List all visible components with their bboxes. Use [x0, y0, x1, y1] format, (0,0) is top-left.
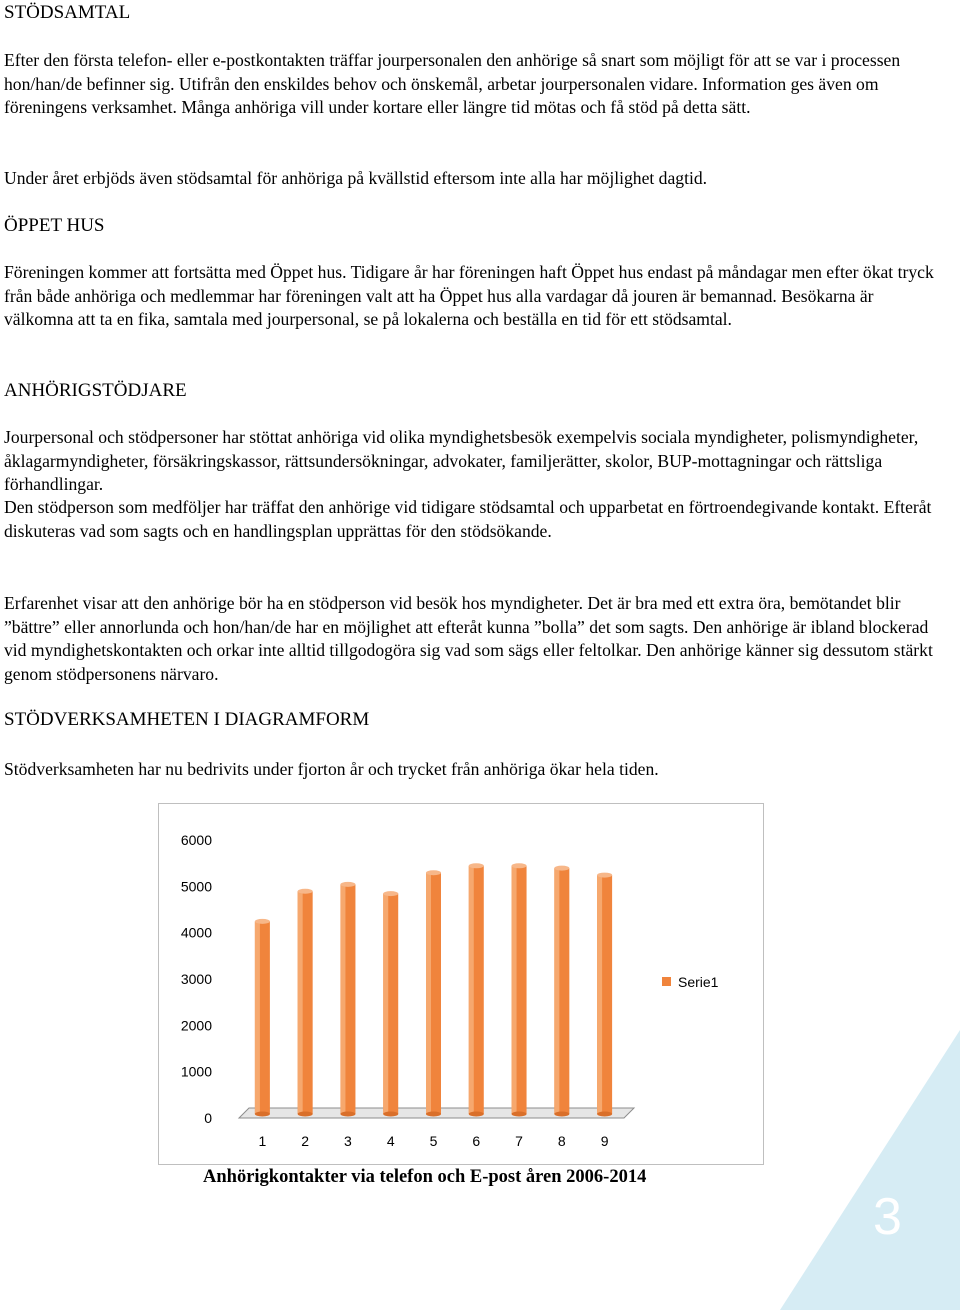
- paragraph-anhorigstodjare-2: Den stödperson som medföljer har träffat den anhörige vid tidigare stödsamtal och upparbetat en förtroendegivande kontakt. Efteråt diskuteras vad som sagts och en handlingsplan upprättas för den stödsökande.: [4, 497, 932, 541]
- y-tick-label: 2000: [180, 1017, 212, 1034]
- x-tick-label: 5: [429, 1133, 438, 1149]
- y-tick-label: 1000: [180, 1063, 212, 1080]
- bar: [426, 870, 441, 1116]
- x-axis-ticks: [258, 1133, 608, 1149]
- bar-top: [597, 873, 612, 878]
- y-tick-label: 5000: [180, 878, 212, 895]
- bar: [298, 889, 313, 1117]
- bar-highlight: [597, 875, 602, 1114]
- corner-decoration: [780, 1030, 960, 1310]
- bar-highlight: [512, 866, 517, 1114]
- bar: [469, 863, 484, 1116]
- heading-diagram: STÖDVERKSAMHETEN I DIAGRAMFORM: [4, 709, 370, 730]
- x-tick-label: 1: [258, 1133, 267, 1149]
- x-tick-label: 3: [344, 1133, 352, 1149]
- bar-highlight: [469, 866, 474, 1114]
- bar-highlight: [554, 868, 559, 1114]
- y-tick-label: 0: [204, 1110, 212, 1126]
- bar-highlight: [383, 894, 388, 1114]
- paragraph-anhorigstodjare-1: Jourpersonal och stödpersoner har stöttat anhöriga vid olika myndighetsbesök exempelvis sociala myndigheter, polismyndigheter, åklagarmyndigheter, försäkringskassor, rättsundersökningar, advokater, familjerätter, skolor, BUP-mottagningar och rättsliga förhandlingar.: [4, 427, 919, 495]
- bar-top: [469, 863, 484, 868]
- x-tick-label: 9: [600, 1133, 609, 1149]
- x-tick-label: 2: [301, 1133, 310, 1149]
- bar-base: [340, 1112, 355, 1117]
- bar-top: [255, 919, 270, 924]
- heading-oppet-hus: ÖPPET HUS: [4, 215, 105, 236]
- bar: [255, 919, 270, 1117]
- paragraph-stodsamtal-1: Efter den första telefon- eller e-postkontakten träffar jourpersonalen den anhörige så snart som möjligt för att se var i processen hon/han/de befinner sig. Utifrån den enskildes behov och önskemål, arbetar jourpersonalen vidare. Information ges även om föreningens verksamhet. Många anhöriga vill under kortare eller längre tid mötas och få stöd på detta sätt.: [4, 50, 901, 118]
- heading-anhorigstodjare: ANHÖRIGSTÖDJARE: [4, 380, 187, 401]
- legend-swatch: [662, 977, 671, 986]
- paragraph-oppet-hus: Föreningen kommer att fortsätta med Öppet hus. Tidigare år har föreningen haft Öppet hus endast på måndagar men efter ökat tryck från både anhöriga och medlemmar har föreningen valt att ha Öppet hus alla vardagar då jouren är bemannad. Besökarna är välkomna att ta en fika, samtala med jourpersonal, se på lokalerna och beställa en tid för ett stödsamtal.: [4, 262, 934, 330]
- paragraph-stodsamtal-2: Under året erbjöds även stödsamtal för anhöriga på kvällstid eftersom inte alla har möjlighet dagtid.: [4, 168, 708, 188]
- bar-top: [383, 891, 398, 896]
- bar-base: [469, 1112, 484, 1117]
- bar-base: [426, 1112, 441, 1117]
- x-tick-label: 8: [557, 1133, 566, 1149]
- bar-base: [298, 1112, 313, 1117]
- bar-highlight: [340, 884, 345, 1114]
- bar: [512, 863, 527, 1116]
- bar-top: [426, 870, 441, 875]
- y-tick-label: 4000: [180, 924, 212, 941]
- bar-top: [340, 882, 355, 887]
- bar-base: [554, 1112, 569, 1117]
- bar: [554, 866, 569, 1117]
- paragraph-anhorigstodjare-3: Erfarenhet visar att den anhörige bör ha en stödperson vid besök hos myndigheter. Det är bra med ett extra öra, bemötandet blir ”bättre” eller annorlunda och hon/han/de har en möjlighet att efteråt kunna ”bolla” det som sagts. Den anhörige är ibland blockerad vid myndighetskontakten och orkar inte alltid tillgodogöra sig vad som sägs eller feltolkar. Den anhörige känner sig dessutom stärkt genom stödpersonens närvaro.: [4, 593, 933, 684]
- bar-highlight: [426, 873, 431, 1114]
- bar: [383, 891, 398, 1116]
- y-tick-label: 6000: [180, 832, 212, 848]
- chart-caption: Anhörigkontakter via telefon och E-post åren 2006-2014: [203, 1167, 647, 1187]
- bar-top: [512, 863, 527, 868]
- bar-top: [554, 866, 569, 871]
- bar-base: [383, 1112, 398, 1117]
- bar-top: [298, 889, 313, 894]
- heading-stodsamtal: STÖDSAMTAL: [4, 2, 131, 23]
- bar-base: [512, 1112, 527, 1117]
- paragraph-diagram: Stödverksamheten har nu bedrivits under fjorton år och trycket från anhöriga ökar hela tiden.: [4, 759, 659, 779]
- page-number: 3: [873, 1188, 902, 1246]
- x-tick-label: 4: [386, 1133, 395, 1149]
- y-tick-label: 3000: [180, 971, 212, 987]
- bar-series: [255, 863, 612, 1116]
- bar: [597, 873, 612, 1117]
- bar-chart: [158, 803, 764, 1165]
- bar-base: [255, 1112, 270, 1117]
- bar-base: [597, 1112, 612, 1117]
- legend-label: Serie1: [678, 974, 719, 990]
- x-tick-label: 6: [472, 1133, 481, 1149]
- bar-highlight: [255, 921, 260, 1114]
- bar: [340, 882, 355, 1117]
- bar-chart-svg: [159, 804, 763, 1164]
- legend: [662, 974, 719, 990]
- corner-triangle: [780, 1030, 960, 1310]
- x-tick-label: 7: [515, 1133, 523, 1149]
- y-axis-ticks: [181, 832, 212, 1126]
- bar-highlight: [298, 891, 303, 1114]
